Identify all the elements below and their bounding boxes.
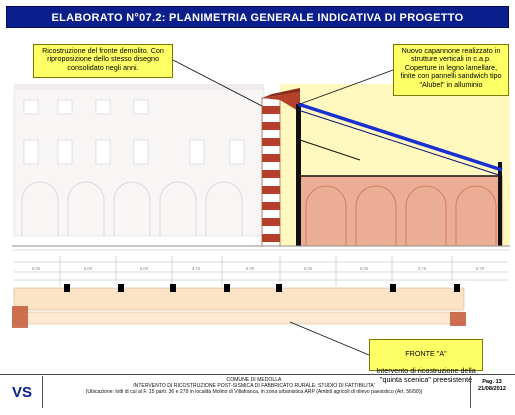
note-front-a-text: Intervento di ricostruzione della "quinta scenica" preesistente — [376, 366, 476, 384]
dimension-label: 5.00 — [245, 266, 255, 271]
dimension-label: 5.00 — [139, 266, 149, 271]
footer-project: INTERVENTO DI RICOSTRUZIONE POST-SISMICA DI FABBRICATO RURALE: STUDIO DI FATTIBILITA' — [133, 383, 375, 390]
page-info — [470, 376, 513, 408]
page-title: ELABORATO N°07.2: PLANIMETRIA GENERALE INDICATIVA DI PROGETTO — [6, 6, 509, 28]
dimension-label: 3.76 — [475, 266, 485, 271]
footer-caption — [44, 377, 464, 396]
existing-facade-faded — [14, 84, 264, 236]
page-date: 21/08/2012 — [478, 386, 506, 392]
note-front-a-title: FRONTE "A" — [405, 349, 447, 359]
dimension-label: 3.76 — [417, 266, 427, 271]
note-facade-reconstruction: Ricostruzione del fronte demolito. Con riproposizione dello stesso disegno consolidato negli anni. — [33, 44, 173, 78]
vs-logo-text: VS — [11, 383, 32, 401]
page-number: Pag. 13 — [482, 379, 502, 385]
dimension-label: 5.00 — [359, 266, 369, 271]
floor-plan-strip — [12, 284, 466, 328]
footer-municipality: COMUNE DI MEDOLLA — [226, 377, 282, 383]
dimension-label: 5.00 — [303, 266, 313, 271]
dimension-label: 5.00 — [83, 266, 93, 271]
dimension-label: 5.00 — [31, 266, 41, 271]
dimension-label: 3.76 — [191, 266, 201, 271]
note-new-warehouse: Nuovo capannone realizzato in strutture verticali in c.a.p. Coperture in legno lamellare, finite con pannelli sandwich tipo "Alubel" in alluminio — [393, 44, 509, 96]
dimension-lines — [14, 256, 508, 286]
vs-logo — [2, 376, 43, 408]
note-front-a — [369, 339, 483, 384]
footer-location: (Ubicazione: lotti di cui al F. 15 parti. 36 e 279 in località Molino di Villafranca, in zona urbanistica ARP (Ambiti agricoli di rilievo paesistico (Art. 56/58)) — [85, 389, 423, 396]
